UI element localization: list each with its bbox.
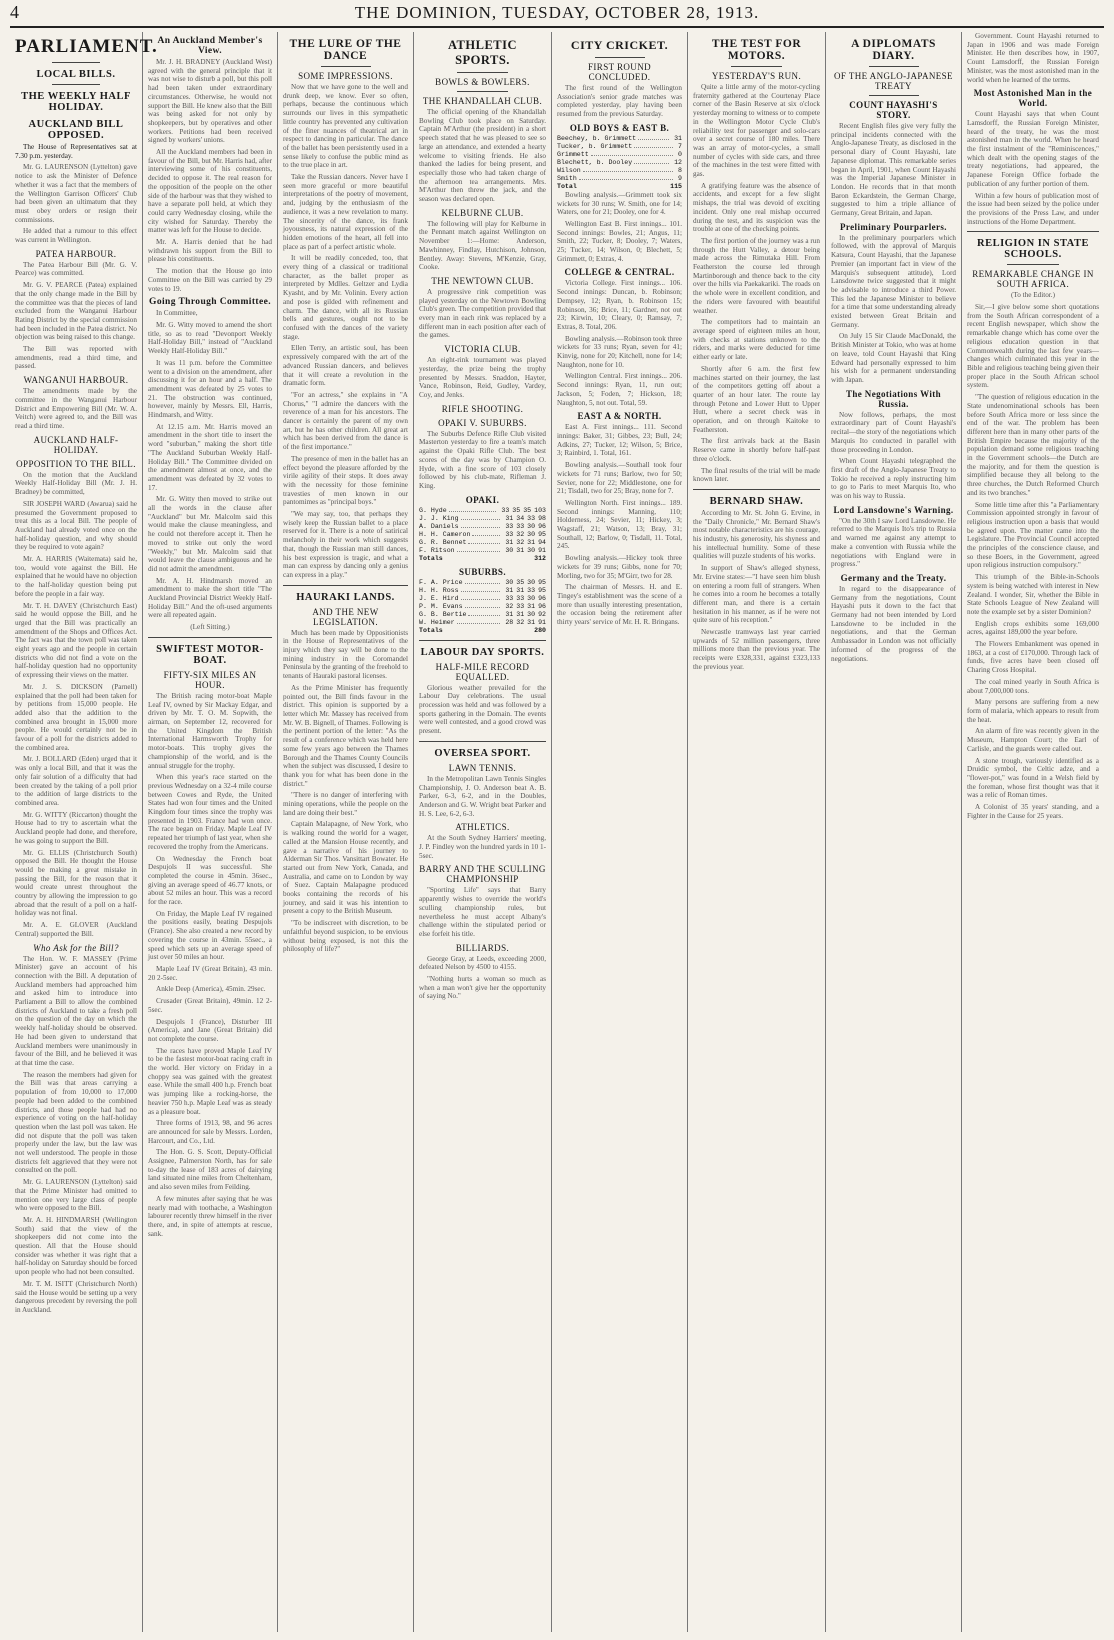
score-t: 96 [538, 602, 546, 610]
sub-heading: RIFLE SHOOTING. [441, 403, 524, 414]
score-t: 98 [538, 514, 546, 522]
player-name: G. B. Bertie [419, 610, 467, 618]
player-name: Wilson [557, 166, 581, 174]
suburbs-total: 280 [534, 626, 546, 634]
sub-heading: SOME IMPRESSIONS. [298, 71, 393, 81]
score-b: 34 [516, 514, 525, 522]
score-t: 94 [538, 538, 546, 546]
score-a: 31 [505, 610, 514, 618]
score-t: 91 [538, 546, 546, 554]
divider [869, 95, 919, 96]
score-a: 33 [505, 530, 514, 538]
sub-heading: BOWLS & BOWLERS. [435, 77, 530, 87]
divider [595, 57, 645, 58]
player-name: Tucker, b. Grimmett [557, 142, 633, 150]
score-r: 0 [678, 150, 682, 158]
score-c: 30 [527, 578, 536, 586]
score-r: 12 [674, 158, 682, 166]
score-c: 30 [527, 594, 536, 602]
sub-heading: AUCKLAND BILL OPPOSED. [28, 119, 124, 141]
section-title: PARLIAMENT. [15, 36, 158, 57]
score-a: 33 [505, 522, 514, 530]
sub-heading: Lord Lansdowne's Warning. [833, 504, 954, 515]
score-row [419, 587, 546, 595]
sub-heading: REMARKABLE CHANGE IN SOUTH AFRICA. [972, 269, 1094, 290]
score-a: 33 [505, 594, 514, 602]
batting-row [557, 135, 682, 143]
sub-heading: LAWN TENNIS. [448, 762, 517, 773]
score-c: 33 [527, 586, 536, 594]
newspaper-title: THE DOMINION, TUESDAY, OCTOBER 28, 1913. [354, 3, 760, 22]
oldboys-score-table [557, 135, 682, 183]
divider [1007, 264, 1060, 265]
sub-heading: AND THE NEW LEGISLATION. [312, 606, 379, 627]
score-row [419, 579, 546, 587]
sub-heading: ATHLETICS. [455, 822, 510, 833]
batting-row [557, 175, 682, 183]
column-cricket: CITY CRICKET. FIRST ROUND CONCLUDED. The first round of the Wellington Association's senior grade matches was completed yesterday, play having been resumed from the previous Saturday. OLD BOYS & EAST B. Beechey, b. Grimmett 31 Tucker, b. Grimmett 7 Grimmett 0 Blechett, b. Dooley 12 Wilson 8 Smith 9 Total 115 Bowling analysis.—Grimmett took six wickets for 30 runs; W. Smith, one for 14; Waters, one for 21; Dooley, one for 4. Wellington East B. First innings... 101. Second innings: Bowles, 21; Angus, 11; Smith, 22; Tucker, 8; Dooley, 7; Waters, 25; Tucker, 14; Wilson, 0; Blechett, 5; Grimmett, 0; Extras, 4. COLLEGE & CENTRAL. Victoria College. First innings... 106. Second innings: Duncan, b. Robinson; Dempsey, 12; Ryan, b. Robinson 15; Robinson, 36; Brice, 11; Gardner, not out 23; Kirwin, 10; Cleary, 0; Ramsay, 7; Extras, 8. Total, 206. Bowling analysis.—Robinson took three wickets for 33 runs; Ryan, seven for 41; Kinvig, none for 20; Kitchell, none for 14; Naughton, none for 10. Wellington Central. First innings... 206. Second innings: Ryan, 11, run out; Jackson, 5; Foden, 7; Hickson, 18; Naughton, 5, not out. Total, 59. EAST A & NORTH. East A. First innings... 111. Second innings: Baker, 31; Gibbes, 23; Bull, 24; Adkins, 27; Tucker, 12; Wilson, 5; Brice, 3; Rainbird, 1. Total, 161. Bowling analysis.—Southall took four wickets for 71 runs; Barlow, two for 50; Sevier, none for 22; Middlestone, one for 21; Tisdall, two for 25; Bray, none for 7. Wellington North. First innings... 189. Second innings: Manning, 110; Holderness, 24; Sevier, 11; Hickey, 3; Wagstaff, 21; Watson, 13; Bray, 31; Southall, 12; Barlow, 0; Tisdall, 11. Total, 245. Bowling analysis.—Hickey took three wickets for 39 runs; Gibbs, none for 70; Morling, two for 35; M'Girr, two for 28. The chairman of Messrs. H. and E. Tingey's establishment was the scene of a more than usually interesting presentation, the occasion being the retirement after thirty years' service of Mr. H. R. Bringans. [552, 32, 688, 1632]
score-r: 31 [674, 134, 682, 142]
sub-heading: BILLIARDS. [455, 942, 510, 953]
sub-heading: FIRST ROUND CONCLUDED. [588, 62, 651, 82]
score-t: 95 [538, 586, 546, 594]
score-a: 33 [501, 506, 510, 514]
player-name: H. H. Cameron [419, 530, 471, 538]
score-b: 35 [512, 506, 521, 514]
sub-heading: THE TEST FOR MOTORS. [711, 38, 802, 62]
score-a: 31 [505, 586, 514, 594]
sub-heading: Preliminary Pourparlers. [840, 221, 947, 232]
sub-heading: YESTERDAY'S RUN. [711, 71, 802, 81]
divider [731, 66, 782, 67]
player-name: Blechett, b. Dooley [557, 158, 633, 166]
sub-heading: THE KHANDALLAH CLUB. [422, 96, 543, 106]
table-label: SUBURBS. [459, 566, 506, 577]
score-a: 28 [505, 618, 514, 626]
batting-row [557, 167, 682, 175]
sub-heading: Going Through Committee. [149, 297, 271, 308]
batting-row [557, 151, 682, 159]
page-number: 4 [10, 2, 19, 22]
score-c: 30 [527, 610, 536, 618]
column-text: Mr. G. LAURENSON (Lyttelton) gave notice to ask the Minister of Defence whether it was a fact that the members of the Wellington Garrison Officers' Club had been given an ultimatum that they must obey orders or resign their commissions. He added that a rumour to this effect was current in Wellington. [15, 163, 137, 245]
sub-heading: An Auckland Member's View. [157, 36, 263, 56]
sub-heading: EAST A & NORTH. [577, 411, 662, 422]
sub-heading: Germany and the Treaty. [840, 572, 947, 583]
score-b: 32 [516, 530, 525, 538]
score-row [419, 507, 546, 515]
opaki-score-table [419, 507, 546, 555]
score-b: 33 [516, 594, 525, 602]
sub-heading: OVERSEA SPORT. [434, 747, 531, 759]
sub-heading: OLD BOYS & EAST B. [569, 122, 670, 133]
column-dance: THE LURE OF THE DANCE SOME IMPRESSIONS. Now that we have gone to the well and drunk deep, we know. Ever so often, perhaps, because the continuous which surrounds our lives in this sympathetic little country has prevented any cultivation of the finer nuances of theatrical art in respect to dancing in particular. The dance of the ballet has been persistently used in a sense likely to confuse the public mind as to the true place in art. Take the Russian dancers. Never have I seen more graceful or more beautiful interpretations of the poetry of movement, and, judging by the enthusiasm of the audience, it was a new revelation to many. The sincerity of the dance, its frank joyousness, its natural expression of the hidden emotions of the heart, all fell into place as part of a perfect artistic whole. It will be readily conceded, too, that every thing of a classical or traditional character, as the ballet proper as interpreted by Mdlles. Geltzer and Lydia Kyasht, and by Mr. Volinin. Every action and pose is gilded with refinement and charm. The dance, with all its Russian bells and gestures, ought not to be confused with the dances of the variety stage. Ellen Terry, an artistic soul, has been expressively compared with the art of the advanced Russian dancers, and believes that it will create a revolution in the dramatic form. "For an actress," she explains in "A Chorus," "I admire the dancers with the reverence of a man for his ancestors. The dancer is certainly the parent of my own art, but he has other children. All great art which has been derived from the dance is of the first importance." The presence of men in the ballet has an effect beyond the pleasure afforded by the virile agility of their steps. It does away with the necessity for those feminine travesties of men known in our pantomimes as "principal boys." "We may say, too, that perhaps they wisely keep the Russian ballet to a place reserved for it. There is a note of satirical melancholy in their work which suggests that, though the Russian man still dances, his best expression is tragic, and what a man can express by dancing only a genius can express in a play." HAURAKI LANDS. AND THE NEW LEGISLATION. Much has been made by Oppositionists in the House of Representatives of the injury which they say will be done to the mining industry in the Coromandel Peninsula by the granting of the freehold to tenants of Hauraki pastoral licenses. As the Prime Minister has frequently pointed out, the Bill finds favour in the district. This opinion is supported by a letter which Mr. Massey has received from Mr. W. B. Bignell, of Thames. Following is the pertinent portion of the letter: "As the result of a conference which was held here some few years ago between the Thames Borough and the Thames County Councils when the subject was discussed, I desire to thank you for what has been done in the district." "There is no danger of interfering with mining operations, while the people on the land are doing their best." Captain Malapagne, of New York, who is walking round the world for a wager, called at the Mansion House recently, and gave a narrative of his journey to Alderman Sir Thos. Vansittart Bowater. He started out from New York, Canada, and Australia, and came on to London by way of Suez. Captain Malapagne produced books containing the records of his journey, and said it was his intention to present a copy to the British Museum. "To be indiscreet with discretion, to be unfaithful beyond suspicion, to be envious without being exposed, is not this the philosophy of life?" [278, 32, 414, 1632]
column-motors: THE TEST FOR MOTORS. YESTERDAY'S RUN. Quite a little army of the motor-cycling fraternity gathered at the Courtenay Place corner of the Basin Reserve at six o'clock yesterday morning to witness or to compete in the Wellington Motor Cycle Club's reliability test for passenger and solo-cars over a secret course of 180 miles. There was an array of motor-cycles, a small number of cycles with side cars, and three of the machines in the test were fitted with gas. A gratifying feature was the absence of accidents, and except for a few slight mishaps, the trial was devoid of exciting incident. Only one real mishap occurred during the test, and its suspicion was the trouble at one of the checking points. The first portion of the journey was a run through the Hutt Valley, a detour being made across the Rimutaka Hill. From Featherston the course led through Martinborough and thence back to the city over the hills via Paekakariki. The roads on the whole were in excellent condition, and the riders were favoured with beautiful weather. The competitors had to maintain an average speed of eighteen miles an hour, with checks at stations unknown to the riders, and marks were deducted for time either early or late. Shortly after 6 a.m. the first few machines started on their journey, the last of the competitors getting off about a quarter of an hour later. The route lay through Petone and Lower Hutt to Upper Hutt, where a secret check was in operation, and on through Kaitoke to Featherston. The first arrivals back at the Basin Reserve came in shortly before half-past three o'clock. The final results of the trial will be made known later. BERNARD SHAW. According to Mr. St. John G. Ervine, in the "Daily Chronicle," Mr. Bernard Shaw's most notable characteristics are his courage, his industry, his generosity, his shyness and his intellectual humility. Some of these qualities will puzzle students of his works. In support of Shaw's alleged shyness, Mr. Ervine states:—"I have seen him blush on entering a room full of strangers. When he comes into a room he becomes a totally different man, and there is a certain hesitation in his manner, as if he were not quite sure of his reception." Newcastle tramways last year carried upwards of 52 million passengers, three millions more than the previous year. The receipts were £328,331, against £323,133 the previous year. [688, 32, 826, 1632]
score-a: 31 [505, 514, 514, 522]
score-c: 31 [527, 618, 536, 626]
column-diplomat: A DIPLOMATS DIARY. OF THE ANGLO-JAPANESE TREATY COUNT HAYASHI'S STORY. Recent English files give very fully the principal incidents connected with the Anglo-Japanese Treaty, as disclosed in the personal diary of Count Hayashi, late Japanese diplomat. This remarkable series began in April, 1901, when Count Hayashi was the Imperial Japanese Minister in London. He records that in that month Baron Eckardstein, the German Charge, suggested to him a triple alliance of Germany, Great Britain, and Japan. Preliminary Pourparlers. In the preliminary pourparlers which followed, with the approval of Marquis Katsura, Count Hayashi, that the Japanese Premier (an important fact in view of the Marquis's subsequent attitude), Lord Lansdowne twice suggested that it might be advisable to introduce a third Power. This led the Japanese Minister to believe for a time that some understanding already existed between Great Britain and Germany. On July 15 Sir Claude MacDonald, the British Minister at Tokio, who was at home on leave, told Count Hayashi that King Edward had personally expressed to him his wish for a permanent understanding with Japan. The Negotiations With Russia. Now follows, perhaps, the most extraordinary part of Count Hayashi's recital—the story of the negotiations which Marquis Ito conducted in parallel with those proceeding in London. When Count Hayashi telegraphed the first draft of the Anglo-Japanese Treaty to Tokio he received a reply instructing him to go to Paris to meet Marquis Ito, who was on his way to Russia. Lord Lansdowne's Warning. "On the 30th I saw Lord Lansdowne. He referred to the Marquis Ito's trip to Russia and warned me against any attempt to make a convention with Russia while the negotiations with England were in progress." Germany and the Treaty. In regard to the disappearance of Germany from the negotiations, Count Hayashi puts it down to the fact that Germany had not been intended by Lord Lansdowne to be included in the negotiations, and that the German Ambassador in London was not officially informed of the progress of the negotiations. [826, 32, 962, 1632]
opaki-total: 312 [534, 554, 546, 562]
oldboys-total: 115 [670, 182, 682, 190]
score-row [419, 515, 546, 523]
sub-heading: VICTORIA CLUB. [444, 344, 521, 355]
score-b: 31 [516, 586, 525, 594]
player-name: J. E. Hird [419, 594, 459, 602]
sub-heading: Most Astonished Man in the World. [973, 88, 1093, 109]
score-c: 35 [523, 506, 532, 514]
score-b: 35 [516, 578, 525, 586]
score-row [419, 595, 546, 603]
sub-heading: CITY CRICKET. [570, 38, 669, 52]
sub-heading: ATHLETIC SPORTS. [447, 38, 518, 67]
divider [869, 66, 919, 67]
sub-heading: BARRY AND THE SCULLING CHAMPIONSHIP [419, 864, 546, 885]
sub-heading: THE WEEKLY HALF HOLIDAY. [21, 91, 131, 113]
score-t: 96 [538, 594, 546, 602]
score-b: 33 [516, 522, 525, 530]
masthead [10, 0, 1104, 28]
player-name: J. J. King [419, 514, 459, 522]
player-name: W. Heimer [419, 618, 455, 626]
score-c: 31 [527, 602, 536, 610]
sub-heading: SWIFTEST MOTOR-BOAT. [156, 643, 264, 666]
score-c: 30 [527, 546, 536, 554]
score-b: 33 [516, 602, 525, 610]
column-religion: Government. Count Hayashi returned to Japan in 1906 and was made Foreign Minister. He then describes how, in 1907, Count Lamsdorff, the Russian Foreign Minister, was the most astonished man in the world when he learned of the terms. Most Astonished Man in the World. Count Hayashi says that when Count Lamsdorff, the Russian Foreign Minister, heard of the treaty, he was the most astonished man in the world. When he heard the first instalment of the "Reminiscences," which dealt with the opening stages of the treaty negotiations, had appeared, the Japanese Foreign Office forbade the publication of any further portion of them. Within a few hours of publication most of the issue had been seized by the police under the provisions of the Press Law, and under instructions of the Home Department. RELIGION IN STATE SCHOOLS. REMARKABLE CHANGE IN SOUTH AFRICA. (To the Editor.) Sir,—I give below some short quotations from the South African correspondent of a recent English newspaper, which show the remarkable change which has come over the religious education question in that Commonwealth during the last few years—changes which culminated this year in the Bible and religious teaching being given their proper place in the South African school system. "The question of religious education in the State undenominational schools has been before South Africa more or less since the end of the war. The problem has been different here than in many other parts of the British Empire because the majority of the population demand some religious teaching in the Government schools—the Dutch are the majority, and for them the question is simplified because they all belong to the three churches, the Dutch Reformed Church and its two branches." Some little time after this "a Parliamentary Commission appointed strongly in favour of religious instruction upon a basis that would be agreed upon. The matter came into the Legislature. The Provincial Council accepted the principles of the conscience clause, and so these Boers, in the Government, agreed upon religious instruction compulsory." This triumph of the Bible-in-Schools system is being watched with interest in New Zealand. I wonder, Sir, whether the Bible in State Schools League of New Zealand will note the example set by a sister Dominion? English crops exhibits some 169,000 acres, against 189,000 the year before. The Flowers Embankment was opened in 1863, at a cost of £170,000. Through lack of funds, five acres have been closed off Charing Cross Hospital. The coal mined yearly in South Africa is about 7,000,000 tons. Many persons are suffering from a new form of malaria, which appears to result from the heat. An alarm of fire was recently given in the Museum, Hampton Court; the Earl of Carlisle, and the guards were called out. A stone trough, variously identified as a Druidic symbol, the Celtic adze, and a "flower-pot," was found in a Welsh field by the foreman, whose first thought was that it was a relic of Roman times. A Colonist of 35 years' standing, and a Fighter in the Cause for 25 years. [967, 32, 1099, 820]
sub-heading: BERNARD SHAW. [709, 495, 804, 507]
sub-heading: THE NEWTOWN CLUB. [431, 275, 534, 286]
sub-heading: LOCAL BILLS. [36, 69, 116, 80]
column-parliament: PARLIAMENT. LOCAL BILLS. THE WEEKLY HALF HOLIDAY. AUCKLAND BILL OPPOSED. The House of Representatives sat at 7.30 p.m. yesterday. Mr. G. LAURENSON (Lyttelton) gave notice to ask the Minister of Defence whether it was a fact that the members of the Wellington Garrison Officers' Club had been given an ultimatum that they must obey orders or resign their commissions. He added that a rumour to this effect was current in Wellington. PATEA HARBOUR. The Patea Harbour Bill (Mr. G. V. Pearce) was committed. Mr. G. V. PEARCE (Patea) explained that the only change made in the Bill by the committee was that the pieces of land excluded from the Wanganui Harbour Rating District by the special commission had been included in the Patea district. No objection was being raised to this change. The Bill was reported with amendments, read a third time, and passed. WANGANUI HARBOUR. The amendments made by the committee in the Wanganui Harbour District and Empowering Bill (Mr. W. A. Veitch) were agreed to, and the Bill was read a third time. AUCKLAND HALF-HOLIDAY. OPPOSITION TO THE BILL. On the motion that the Auckland Weekly Half-Holiday Bill (Mr. J. H. Bradney) be committed, SIR JOSEPH WARD (Awarua) said he presumed the Government proposed to treat this as a local Bill. The people of Auckland had already voted once on the half-holiday question, and why should they be required to vote again? Mr. A. HARRIS (Waitemata) said he, too, would vote against the Bill. He explained that he would have no objection to the half-holiday question being put before the people in a fair way. Mr. T. H. DAVEY (Christchurch East) said he would oppose the Bill, and he urged that the Bill was practically an amendment of the Shops and Offices Act. The fact was that the town poll was taken eight years ago and the people in certain districts who did not find a vote on the half-holiday question had no opportunity of expressing their views on the matter. Mr. J. S. DICKSON (Parnell) explained that the poll had been taken for by petitions from 15,000 people. He added also that the addition to the combined area brought in 15,000 more people. He would certainly not be in favour of a poll for the districts added to the combined area. Mr. J. BOLLARD (Eden) urged that it was only a local Bill, and that it was the only fair solution of a difficulty that had been created by the taking of a poll prior to the addition of large districts to the combined area. Mr. G. WITTY (Riccarton) thought the House had to try to ascertain what the Auckland people had done, and therefore, he was going to support the Bill. Mr. G. ELLIS (Christchurch South) opposed the Bill. He thought the House would be making a great mistake in passing the Bill, for the reason that it would create unrest throughout the country by allowing the impression to go abroad that the result of a poll on a half-holiday was not final. Mr. A. E. GLOVER (Auckland Central) supported the Bill. Who Ask for the Bill? The Hon. W. F. MASSEY (Prime Minister) gave an account of his connection with the Bill. A deputation of Auckland members had approached him and asked him to introduce into Parliament a Bill to allow the combined districts of Auckland to take a fresh poll on the question of the day on which the weekly half-holiday should be observed. He had been given to understand that Auckland members were unanimously in favour of the Bill, and he believed it was at that time the case. The reason the members had given for the Bill was that areas carrying a population of from 10,000 to 17,000 people had been added to the combined districts, and those people had had no experience of voting on the half-holiday question when the last poll was taken. He did not dispute that the poll was taken properly under the law, but the law was not well understood. The people in those districts felt aggrieved that they were not consulted on the poll. Mr. G. LAURENSON (Lyttelton) said that the Prime Minister had omitted to mention one very large class of people who were opposed to the Bill. Mr. A. H. HINDMARSH (Wellington South) said that the view of the shopkeepers did not come into the question. All that the House should consider was whether it was right that a half-holiday on Saturday should be forced upon people who had not been consulted. Mr. T. M. ISITT (Christchurch North) said the House would be setting up a very dangerous precedent by reversing the poll in Auckland. [10, 32, 143, 1632]
score-t: 103 [534, 506, 546, 514]
score-r: 8 [678, 166, 682, 174]
divider [457, 72, 508, 73]
sub-heading: OPAKI V. SUBURBS. [438, 417, 527, 428]
sub-heading: AUCKLAND HALF-HOLIDAY. [33, 434, 119, 455]
player-name: F. A. Price [419, 578, 463, 586]
sub-heading: PATEA HARBOUR. [35, 248, 117, 259]
sub-heading: A DIPLOMATS DIARY. [851, 38, 936, 62]
sub-heading: FIFTY-SIX MILES AN HOUR. [163, 669, 257, 690]
score-t: 91 [538, 618, 546, 626]
score-t: 95 [538, 578, 546, 586]
sub-heading: THE LURE OF THE DANCE [289, 38, 402, 62]
score-c: 30 [527, 522, 536, 530]
score-b: 31 [516, 546, 525, 554]
divider [321, 66, 371, 67]
score-b: 32 [516, 618, 525, 626]
sub-heading: LABOUR DAY SPORTS. [420, 646, 545, 658]
score-a: 30 [505, 578, 514, 586]
score-c: 31 [527, 538, 536, 546]
score-a: 31 [505, 538, 514, 546]
sub-heading: Who Ask for the Bill? [33, 942, 119, 953]
sub-heading: The Negotiations With Russia. [845, 388, 942, 409]
score-row [419, 531, 546, 539]
player-name: Grimmett [557, 150, 589, 158]
player-name: A. Daniels [419, 522, 459, 530]
score-c: 33 [527, 514, 536, 522]
sub-heading: RELIGION IN STATE SCHOOLS. [977, 238, 1089, 261]
score-row [419, 539, 546, 547]
sub-heading: KELBURNE CLUB. [441, 207, 524, 218]
column-auckland: An Auckland Member's View. Mr. J. H. BRADNEY (Auckland West) agreed with the general principle that it was not wise to disturb a poll, but this poll had been taken under extraordinary circumstances. Otherwise, he would not support the Bill. He knew also that the Bill was being asked for not only by shopkeepers, but by operatives and other workers. Petitions had been received signed by workers' unions. All the Auckland members had been in favour of the Bill, but Mr. Harris had, after interviewing some of his constituents, decided to oppose it. The real reason for the opposition of the people on the other side of the harbour was that they wished to have a separate poll held, at which they could carry Wednesday closing, while the city wished for Saturday. Thereby the matter was left for the House to decide. Mr. A. Harris denied that he had withdrawn his support from the Bill to please his constituents. The motion that the House go into Committee on the Bill was carried by 29 votes to 19. Going Through Committee. In Committee, Mr. G. Witty moved to amend the short title, so as to read "Devonport Weekly Half-Holiday Bill," instead of "Auckland Weekly Half-Holiday Bill." It was 11 p.m. before the Committee went to a division on the amendment, after discussing it for an hour and a half. The amendment was defeated by 25 votes to 21. The obstruction was continued, however, mainly by Messrs. Ell, Harris, Hindmarsh, and Witty. At 12.15 a.m. Mr. Harris moved an amendment in the short title to insert the word "suburban," making the short title "The Auckland Suburban Weekly Half-Holiday Bill." The Committee divided on the amendment almost at once, and the amendment was defeated by 32 votes to 17. Mr. G. Witty then moved to strike out all the words in the clause after "Auckland" but Mr. Malcolm said this would make the clause meaningless, and he could not therefore accept it. Then he moved to strike out only the word "Weekly," but Mr. Malcolm said that would leave the clause ambiguous and he did not admit the amendment. Mr. A. H. Hindmarsh moved an amendment to make the short title "The Auckland Provincial District Weekly Half-Holiday Bill." And the oft-used arguments were all repeated again. (Left Sitting.) SWIFTEST MOTOR-BOAT. FIFTY-SIX MILES AN HOUR. The British racing motor-boat Maple Leaf IV, owned by Sir Mackay Edgar, and driven by Mr. T. O. M. Sopwith, the airman, on September 12, recovered for the United Kingdom the British International Harmsworth Trophy for motor-boats. This trophy gives the championship of the world, and is the annual struggle for the trophy. When this year's race started on the previous Wednesday on a 32-4 mile course between Cowes and Ryde, the United States had won four times and the United Kingdom four times since the trophy was presented in 1903. France had won once. The race began on Friday. Maple Leaf IV repeated her triumph of last year, when she recovered the trophy from the Americans. On Wednesday the French boat Despujols II was successful. She completed the course in 45min. 36sec., giving an average speed of 46.77 knots, or about 52 miles an hour. This was a record for the race. On Friday, the Maple Leaf IV regained the positions easily, beating Despujols (France). She also created a new record by covering the course in 43min. 55sec., a speed which sets up an average speed of just over 50 miles an hour. Maple Leaf IV (Great Britain), 43 min. 20 2-5sec. Ankle Deep (America), 45min. 29sec. Crusader (Great Britain), 49min. 12 2-5sec. Despujols I (France), Disturber III (America), and Jane (Great Britain) did not complete the course. The races have proved Maple Leaf IV to be the fastest motor-boat racing craft in the world. Her victory on Friday in a choppy sea was gained with the greatest ease. While the small 400 h.p. French boat was jumping like a rocking-horse, the heavier 750 h.p. Maple Leaf was as steady as a pleasure boat. Three forms of 1913, 98, and 96 acres are announced for sale by Messrs. Lorden, Harcourt, and Co., Ltd. The Hon. G. S. Scott, Deputy-Official Assignee, Palmerston North, has for sale to-day the lease of 183 acres of dairying land situated nine miles from Cheltenham, and also seven miles from Feilding. A few minutes after saying that he was nearly mad with toothache, a Washington labourer recently threw himself in the river there, and, in spite of attempts at rescue, sank. [143, 32, 278, 1632]
score-r: 7 [678, 142, 682, 150]
sub-heading: COUNT HAYASHI'S STORY. [849, 100, 938, 120]
columns [10, 32, 1104, 1632]
batting-row [557, 159, 682, 167]
sub-heading: HAURAKI LANDS. [296, 591, 395, 603]
sub-heading: HALF-MILE RECORD EQUALLED. [435, 661, 530, 682]
score-row [419, 603, 546, 611]
score-b: 32 [516, 538, 525, 546]
divider [52, 62, 101, 63]
sub-heading: WANGANUI HARBOUR. [23, 375, 129, 386]
player-name: F. Ritson [419, 546, 455, 554]
score-t: 96 [538, 522, 546, 530]
player-name: H. H. Ross [419, 586, 459, 594]
score-row [419, 619, 546, 627]
divider [52, 84, 101, 85]
sub-heading: OPPOSITION TO THE BILL. [16, 458, 136, 469]
player-name: P. M. Evans [419, 602, 463, 610]
sub-heading: OF THE ANGLO-JAPANESE TREATY [834, 71, 953, 91]
score-b: 31 [516, 610, 525, 618]
score-c: 30 [527, 530, 536, 538]
suburbs-score-table [419, 579, 546, 627]
column-athletic-sports: ATHLETIC SPORTS. BOWLS & BOWLERS. THE KHANDALLAH CLUB. The official opening of the Khandallah Bowling Club took place on Saturday. Captain M'Arthur (the president) in a short speech stated that he was pleased to see so large an attendance, and extended a hearty welcome to visiting friends. He also thanked the ladies for being present, and especially those who had taken charge of the afternoon tea arrangements. Mrs. M'Arthur then threw the jack, and the season was declared open. KELBURNE CLUB. The following will play for Kelburne in the Pennant match against Wellington on November 1:—Home: Anderson, Mawhinney, Findlay, Hutchison, Johnson, Bentley. Away: Stevens, M'Kenzie, Gray, Cooke. THE NEWTOWN CLUB. A progressive rink competition was played yesterday on the Newtown Bowling Club's green. The competition provided that every man in each rink was replaced by a different man in each position after each of the games. VICTORIA CLUB. An eight-rink tournament was played yesterday, the prize being the trophy presented by Messrs. Snaddon, Hayter, Vance, Robinson, Reid, Gudley, Vardey, Coy, and Jenks. RIFLE SHOOTING. OPAKI V. SUBURBS. The Suburbs Defence Rifle Club visited Masterton yesterday to fire a team's match against the Opaki Rifle Club. The best scores of the day was by Champion O. Hyde, with a fine score of 103 closely followed by his club-mate, Rifleman J. King. OPAKI. G. Hyde 33 35 35 103 J. J. King 31 34 33 98 A. Daniels 33 33 30 96 H. H. Cameron 33 32 30 95 G. R. Bennet 31 32 31 94 F. Ritson 30 31 30 91 Totals 312 SUBURBS. F. A. Price 30 35 30 95 H. H. Ross 31 31 33 95 J. E. Hird 33 33 30 96 P. M. Evans 32 33 31 96 G. B. Bertie 31 31 30 92 W. Heimer 28 32 31 91 Totals 280 LABOUR DAY SPORTS. HALF-MILE RECORD EQUALLED. Glorious weather prevailed for the Labour Day celebrations. The usual procession was held and was followed by a sports gathering in the Domain. The events were well contested, and a good crowd was present. OVERSEA SPORT. LAWN TENNIS. In the Metropolitan Lawn Tennis Singles Championship, J. O. Anderson beat A. B. Parker, 6-3, 6-2, and in the Doubles, Anderson and G. W. Wright beat Parker and H. S. Lee, 6-2, 6-3. ATHLETICS. At the South Sydney Harriers' meeting, J. P. Findley won the hundred yards in 10 1-5sec. BARRY AND THE SCULLING CHAMPIONSHIP "Sporting Life" says that Barry apparently wishes to override the world's sculling championship rules, but nevertheless he must accept Albany's challenge within the stipulated period or else forfeit his title. BILLIARDS. George Gray, at Leeds, exceeding 2000, defeated Nelson by 4500 to 4155. "Nothing hurts a woman so much as when a man won't give her the opportunity of saying No." [414, 32, 552, 1632]
score-a: 30 [505, 546, 514, 554]
score-t: 95 [538, 530, 546, 538]
player-name: Beechey, b. Grimmett [557, 134, 637, 142]
sub-heading: COLLEGE & CENTRAL. [564, 267, 675, 278]
intro-paragraph: The House of Representatives sat at 7.30 p.m. yesterday. [15, 143, 137, 160]
player-name: Smith [557, 174, 577, 182]
score-row [419, 547, 546, 555]
score-row [419, 611, 546, 619]
player-name: G. Hyde [419, 506, 447, 514]
player-name: G. R. Bennet [419, 538, 467, 546]
score-r: 9 [678, 174, 682, 182]
table-label: OPAKI. [465, 494, 500, 505]
score-a: 32 [505, 602, 514, 610]
batting-row [557, 143, 682, 151]
score-t: 92 [538, 610, 546, 618]
score-row [419, 523, 546, 531]
divider [457, 91, 508, 92]
